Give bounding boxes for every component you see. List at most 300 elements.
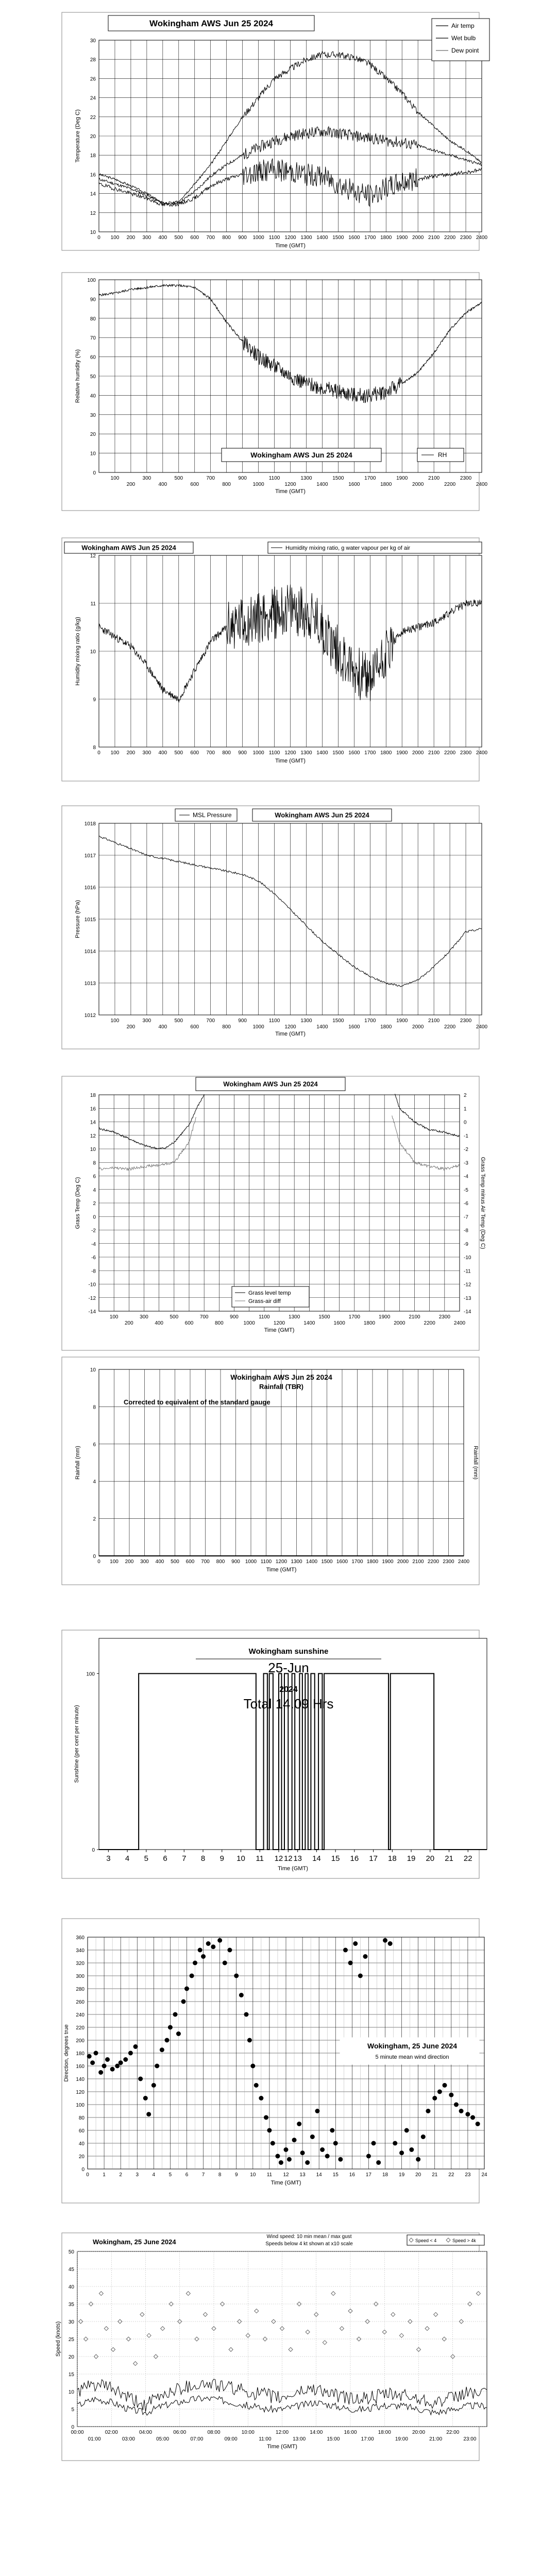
x-tick-label: 5	[144, 1854, 149, 1863]
y-tick-label: 0	[71, 2425, 74, 2430]
direction-point	[254, 2083, 259, 2088]
x-tick-label: 2000	[412, 1024, 424, 1030]
x-tick-label: 11	[266, 2172, 273, 2178]
x-tick-label: 1400	[306, 1559, 318, 1565]
y2-tick-label: -14	[464, 1309, 471, 1315]
y-tick-label: 160	[76, 2064, 84, 2070]
direction-point	[409, 2147, 414, 2152]
direction-point	[264, 2115, 268, 2120]
x-tick-label: 17	[365, 2172, 371, 2178]
y-tick-label: 20	[68, 2354, 74, 2360]
legend-entry: Dew point	[451, 47, 479, 54]
y-tick-label: 25	[68, 2337, 74, 2343]
x-tick-label: 03:00	[122, 2436, 135, 2442]
direction-point	[333, 2141, 338, 2146]
x-tick-label: 300	[140, 1559, 149, 1565]
y-tick-label: 1017	[84, 853, 96, 859]
direction-point	[181, 1999, 186, 2004]
x-tick-label: 0	[97, 235, 100, 241]
x-tick-label: 600	[190, 482, 199, 487]
x-tick-label: 15	[331, 1854, 340, 1863]
chart-panel-sunshine	[0, 1628, 541, 1880]
x-tick-label: 200	[126, 482, 136, 487]
x-tick-label: 1400	[316, 1024, 328, 1030]
speed-note-1: Wind speed: 10 min mean / max gust	[266, 2234, 352, 2240]
direction-point	[437, 2090, 442, 2094]
y-axis-label: Humidity mixing ratio (g/kg)	[75, 617, 81, 686]
x-tick-label: 1600	[348, 235, 360, 241]
y-tick-label: 24	[90, 95, 96, 101]
direction-point	[287, 2157, 292, 2162]
y2-axis-label: Grass Temp minus Air Temp (Deg C)	[480, 1157, 486, 1249]
direction-point	[155, 2064, 159, 2069]
x-tick-label: 1900	[396, 750, 408, 756]
y-tick-label: 14	[90, 191, 96, 197]
x-tick-label: 1500	[332, 750, 344, 756]
x-tick-label: 1000	[245, 1559, 257, 1565]
x-tick-label: 23:00	[463, 2436, 477, 2442]
direction-point	[198, 1948, 202, 1953]
x-tick-label: 13:00	[293, 2436, 306, 2442]
y2-tick-label: -3	[464, 1160, 468, 1166]
x-tick-label: 100	[110, 476, 120, 481]
x-tick-label: 1900	[382, 1559, 394, 1565]
y-tick-label: 200	[76, 2038, 84, 2044]
y-tick-label: 100	[86, 1671, 95, 1677]
direction-point	[454, 2103, 459, 2107]
direction-point	[416, 2157, 420, 2162]
x-tick-label: 06:00	[173, 2430, 187, 2435]
y-tick-label: 6	[93, 1174, 96, 1180]
x-tick-label: 600	[190, 235, 199, 241]
x-tick-label: 200	[124, 1320, 133, 1326]
y-tick-label: 10	[90, 1147, 96, 1153]
y2-tick-label: 2	[464, 1093, 467, 1098]
x-tick-label: 500	[174, 750, 183, 756]
y-tick-label: 10	[90, 649, 96, 655]
x-tick-label: 800	[222, 750, 231, 756]
legend-entry: Speed > 4k	[452, 2238, 476, 2243]
legend-entry: Humidity mixing ratio, g water vapour per kg of air	[285, 545, 411, 551]
x-tick-label: 600	[190, 1024, 199, 1030]
x-tick-label: 1000	[252, 750, 264, 756]
x-tick-label: 300	[140, 1314, 148, 1320]
x-axis-label: Time (GMT)	[275, 488, 306, 495]
x-tick-label: 22:00	[446, 2430, 460, 2435]
x-tick-label: 1300	[289, 1314, 300, 1320]
x-tick-label: 1400	[303, 1320, 315, 1326]
x-tick-label: 5	[168, 2172, 172, 2178]
x-tick-label: 02:00	[105, 2430, 118, 2435]
x-tick-label: 24	[481, 2172, 487, 2178]
y-tick-label: 140	[76, 2077, 84, 2082]
y2-tick-label: -10	[464, 1255, 471, 1261]
y-tick-label: -14	[88, 1309, 96, 1315]
x-tick-label: 400	[158, 235, 167, 241]
x-tick-label: 17	[369, 1854, 378, 1863]
x-tick-label: 14	[312, 1854, 321, 1863]
x-tick-label: 19	[407, 1854, 416, 1863]
x-axis-label: Time (GMT)	[275, 758, 306, 764]
x-tick-label: 2000	[394, 1320, 405, 1326]
direction-point	[305, 2160, 310, 2165]
direction-point	[363, 1954, 368, 1959]
direction-point	[353, 1941, 358, 1946]
x-tick-label: 4	[125, 1854, 130, 1863]
y-tick-label: 260	[76, 1999, 84, 2005]
x-tick-label: 1900	[396, 1018, 408, 1024]
y-tick-label: -8	[91, 1268, 96, 1275]
y-tick-label: 11	[90, 601, 96, 607]
direction-point	[259, 2096, 263, 2100]
y2-tick-label: -7	[464, 1214, 468, 1221]
chart-panel-wind-speed	[0, 2231, 541, 2463]
y2-tick-label: -4	[464, 1174, 468, 1180]
direction-point	[250, 2064, 255, 2069]
direction-point	[133, 2044, 138, 2049]
x-tick-label: 500	[174, 476, 183, 481]
x-tick-label: 2000	[412, 235, 424, 241]
x-tick-label: 19:00	[395, 2436, 408, 2442]
wind-direction-chart	[0, 1917, 541, 2205]
x-tick-label: 9	[234, 2172, 238, 2178]
x-tick-label: 1000	[243, 1320, 255, 1326]
direction-point	[393, 2141, 397, 2146]
x-tick-label: 19	[399, 2172, 405, 2178]
speed-note-2: Speeds below 4 kt shown at x10 scale	[265, 2241, 353, 2247]
x-tick-label: 22	[463, 1854, 472, 1863]
x-tick-label: 1200	[273, 1320, 285, 1326]
x-tick-label: 1800	[380, 235, 392, 241]
sun-year: 2024	[279, 1685, 298, 1694]
y-tick-label: 6	[93, 1442, 96, 1448]
direction-point	[388, 1941, 393, 1946]
x-tick-label: 1500	[332, 1018, 344, 1024]
direction-point	[190, 1974, 194, 1978]
x-tick-label: 2200	[444, 482, 456, 487]
wind-speed-chart	[0, 2231, 541, 2463]
y-tick-label: 40	[90, 393, 96, 399]
y-tick-label: 10	[90, 230, 96, 235]
y-tick-label: 30	[90, 38, 96, 44]
x-tick-label: 3	[106, 1854, 111, 1863]
x-axis-label: Time (GMT)	[275, 1031, 306, 1037]
x-tick-label: 600	[190, 750, 199, 756]
chart-panel-wind-direction	[0, 1917, 541, 2205]
dir-title: Wokingham, 25 June 2024	[367, 2042, 458, 2050]
x-tick-label: 11:00	[259, 2436, 272, 2442]
y-axis-label: Grass Temp (Deg C)	[75, 1177, 81, 1229]
x-tick-label: 3	[136, 2172, 139, 2178]
x-tick-label: 18	[382, 2172, 388, 2178]
x-tick-label: 200	[126, 235, 136, 241]
direction-point	[146, 2112, 151, 2116]
x-tick-label: 1300	[300, 1018, 312, 1024]
x-tick-label: 600	[184, 1320, 194, 1326]
x-tick-label: 2300	[460, 235, 472, 241]
x-tick-label: 1800	[380, 482, 392, 487]
x-tick-label: 800	[222, 1024, 231, 1030]
x-axis-label: Time (GMT)	[266, 1567, 297, 1573]
x-tick-label: 7	[201, 2172, 205, 2178]
x-tick-label: 300	[142, 750, 151, 756]
x-tick-label: 09:00	[224, 2436, 238, 2442]
x-tick-label: 2400	[458, 1559, 470, 1565]
mixing-ratio-chart	[0, 536, 541, 783]
x-tick-label: 1300	[291, 1559, 302, 1565]
y-tick-label: 60	[78, 2128, 84, 2134]
y-tick-label: 0	[93, 1214, 96, 1221]
x-tick-label: 1200	[284, 750, 296, 756]
x-tick-label: 22	[448, 2172, 454, 2178]
rainfall-chart	[0, 1355, 541, 1587]
y2-tick-label: -13	[464, 1295, 471, 1301]
direction-point	[404, 2128, 409, 2133]
y-tick-label: -12	[88, 1295, 96, 1301]
x-tick-label: 00:00	[71, 2430, 84, 2435]
x-tick-label: 20	[426, 1854, 435, 1863]
x-tick-label: 1500	[318, 1314, 330, 1320]
x-tick-label: 07:00	[190, 2436, 204, 2442]
x-tick-label: 1800	[363, 1320, 376, 1326]
sunshine-chart	[0, 1628, 541, 1880]
x-tick-label: 1100	[268, 1018, 280, 1024]
y-tick-label: 1016	[84, 885, 96, 891]
y-tick-label: 12	[90, 553, 96, 559]
y-tick-label: 280	[76, 1987, 84, 1992]
x-tick-label: 14	[316, 2172, 322, 2178]
chart-panel-pressure	[0, 804, 541, 1051]
grass-title: Wokingham AWS Jun 25 2024	[223, 1080, 318, 1088]
y2-tick-label: -2	[464, 1147, 468, 1153]
x-tick-label: 12	[274, 1854, 283, 1863]
y-tick-label: 80	[78, 2115, 84, 2121]
x-tick-label: 100	[110, 1018, 120, 1024]
direction-point	[105, 2057, 110, 2062]
x-tick-label: 6	[163, 1854, 167, 1863]
x-tick-label: 2200	[444, 750, 456, 756]
direction-point	[211, 1944, 215, 1949]
x-tick-label: 900	[238, 750, 247, 756]
direction-point	[325, 2154, 330, 2159]
x-tick-label: 400	[158, 482, 167, 487]
y-tick-label: -2	[91, 1228, 96, 1234]
chart-panel-mixing-ratio	[0, 536, 541, 783]
y-tick-label: 340	[76, 1948, 84, 1954]
direction-point	[165, 2038, 170, 2043]
x-tick-label: 800	[222, 235, 231, 241]
y-tick-label: 2	[93, 1516, 96, 1522]
x-tick-label: 400	[155, 1559, 164, 1565]
y-tick-label: 60	[90, 354, 96, 361]
y2-tick-label: -6	[464, 1201, 468, 1207]
x-tick-label: 1600	[333, 1320, 345, 1326]
direction-point	[90, 2060, 95, 2065]
direction-point	[247, 2038, 252, 2043]
x-tick-label: 18	[387, 1854, 397, 1863]
y-tick-label: 0	[81, 2167, 84, 2173]
rain-subtitle: Rainfall (TBR)	[259, 1383, 303, 1391]
speed-title: Wokingham, 25 June 2024	[93, 2238, 176, 2246]
y-tick-label: 20	[90, 432, 96, 438]
x-tick-label: 7	[182, 1854, 187, 1863]
x-tick-label: 300	[142, 476, 151, 481]
x-tick-label: 400	[155, 1320, 164, 1326]
x-tick-label: 700	[199, 1314, 209, 1320]
y-tick-label: 10	[90, 1367, 96, 1373]
chart-panel-temperature	[0, 10, 541, 252]
direction-point	[234, 1974, 239, 1978]
x-tick-label: 08:00	[207, 2430, 221, 2435]
x-tick-label: 1000	[252, 235, 264, 241]
x-tick-label: 1300	[300, 476, 312, 481]
dir-subtitle: 5 minute mean wind direction	[375, 2054, 449, 2060]
y-tick-label: 18	[90, 153, 96, 159]
y-tick-label: 1018	[84, 821, 96, 827]
direction-point	[383, 1938, 387, 1943]
direction-point	[223, 1961, 227, 1965]
y-tick-label: 22	[90, 114, 96, 121]
y-tick-label: 300	[76, 1974, 84, 1979]
legend-entry: Grass-air diff	[248, 1298, 281, 1304]
x-tick-label: 1900	[379, 1314, 391, 1320]
sun-date: 25-Jun	[268, 1660, 309, 1675]
direction-point	[206, 1941, 211, 1946]
y2-tick-label: -8	[464, 1228, 468, 1234]
y2-axis-label: Rainfall (mm)	[472, 1446, 479, 1480]
y-tick-label: 320	[76, 1961, 84, 1967]
x-tick-label: 800	[214, 1320, 224, 1326]
x-tick-label: 2400	[476, 482, 488, 487]
y2-tick-label: -12	[464, 1282, 471, 1288]
direction-point	[87, 2054, 92, 2059]
x-tick-label: 1700	[364, 750, 376, 756]
y-axis-label: Rainfall (mm)	[75, 1446, 81, 1480]
direction-point	[184, 1987, 189, 1991]
x-tick-label: 2100	[428, 235, 440, 241]
x-tick-label: 2000	[397, 1559, 409, 1565]
chart-panel-rainfall	[0, 1355, 541, 1587]
x-tick-label: 16:00	[344, 2430, 357, 2435]
x-tick-label: 1100	[268, 235, 280, 241]
y-tick-label: 180	[76, 2051, 84, 2057]
direction-point	[193, 1961, 197, 1965]
x-tick-label: 2100	[428, 750, 440, 756]
x-tick-label: 1500	[321, 1559, 333, 1565]
direction-point	[449, 2093, 453, 2097]
direction-point	[330, 2128, 334, 2133]
rh-title: Wokingham AWS Jun 25 2024	[250, 450, 352, 459]
direction-point	[123, 2057, 128, 2062]
x-tick-label: 1800	[366, 1559, 379, 1565]
direction-point	[432, 2096, 437, 2100]
y-tick-label: 4	[93, 1187, 96, 1193]
x-tick-label: 2200	[424, 1320, 435, 1326]
x-tick-label: 1400	[316, 235, 328, 241]
x-axis-label: Time (GMT)	[270, 2180, 301, 2186]
x-tick-label: 21:00	[429, 2436, 443, 2442]
x-tick-label: 1300	[300, 750, 312, 756]
x-tick-label: 2400	[453, 1320, 466, 1326]
x-tick-label: 900	[238, 1018, 247, 1024]
direction-point	[320, 2147, 325, 2152]
x-tick-label: 500	[174, 235, 183, 241]
x-tick-label: 1600	[348, 482, 360, 487]
x-tick-label: 2200	[427, 1559, 439, 1565]
x-tick-label: 2000	[412, 482, 424, 487]
x-tick-label: 2200	[444, 235, 456, 241]
x-tick-label: 100	[110, 235, 120, 241]
x-tick-label: 700	[206, 750, 215, 756]
direction-point	[399, 2150, 404, 2155]
direction-point	[366, 2154, 371, 2159]
direction-point	[98, 2070, 103, 2075]
temperature-chart	[0, 10, 541, 252]
x-tick-label: 2300	[460, 1018, 472, 1024]
x-tick-label: 100	[109, 1314, 119, 1320]
x-tick-label: 2300	[460, 476, 472, 481]
direction-point	[443, 2083, 447, 2088]
x-tick-label: 1000	[252, 482, 264, 487]
y-tick-label: 50	[68, 2249, 74, 2255]
x-tick-label: 1300	[300, 235, 312, 241]
legend-entry: RH	[438, 451, 447, 459]
x-tick-label: 20	[415, 2172, 421, 2178]
direction-point	[275, 2154, 280, 2159]
x-tick-label: 12	[283, 2172, 289, 2178]
y-tick-label: 1012	[84, 1013, 96, 1019]
direction-point	[310, 2134, 315, 2139]
y-tick-label: 18	[90, 1093, 96, 1098]
x-axis-label: Time (GMT)	[278, 1866, 308, 1872]
direction-point	[143, 2096, 148, 2100]
direction-point	[426, 2109, 430, 2113]
x-tick-label: 21	[445, 1854, 453, 1863]
sun-title: Wokingham sunshine	[248, 1647, 329, 1656]
direction-point	[151, 2083, 156, 2088]
x-tick-label: 10:00	[241, 2430, 255, 2435]
y-tick-label: 1013	[84, 981, 96, 987]
y-tick-label: 0	[93, 470, 96, 476]
x-tick-label: 0	[97, 1559, 100, 1565]
x-tick-label: 12	[283, 1854, 293, 1863]
y-tick-label: 5	[71, 2407, 74, 2413]
x-tick-label: 16	[350, 1854, 359, 1863]
x-tick-label: 21	[432, 2172, 438, 2178]
x-tick-label: 18:00	[378, 2430, 391, 2435]
y-axis-label: Sunshine (per cent per minute)	[74, 1705, 80, 1783]
x-tick-label: 13	[293, 1854, 302, 1863]
x-tick-label: 1600	[336, 1559, 348, 1565]
x-tick-label: 1500	[332, 476, 344, 481]
x-tick-label: 15:00	[327, 2436, 340, 2442]
y-tick-label: 12	[90, 210, 96, 216]
x-tick-label: 1100	[268, 476, 280, 481]
sun-total: Total 14.09 Hrs	[243, 1696, 334, 1711]
direction-point	[176, 2031, 181, 2036]
x-tick-label: 300	[142, 1018, 151, 1024]
direction-point	[239, 1993, 244, 1997]
y-tick-label: 240	[76, 2012, 84, 2018]
x-tick-label: 2100	[409, 1314, 420, 1320]
y2-tick-label: -9	[464, 1241, 468, 1247]
pressure-title: Wokingham AWS Jun 25 2024	[275, 811, 369, 819]
x-tick-label: 14:00	[310, 2430, 323, 2435]
x-tick-label: 1600	[348, 750, 360, 756]
direction-point	[284, 2147, 289, 2152]
direction-point	[358, 1974, 363, 1978]
y-tick-label: 120	[76, 2090, 84, 2095]
